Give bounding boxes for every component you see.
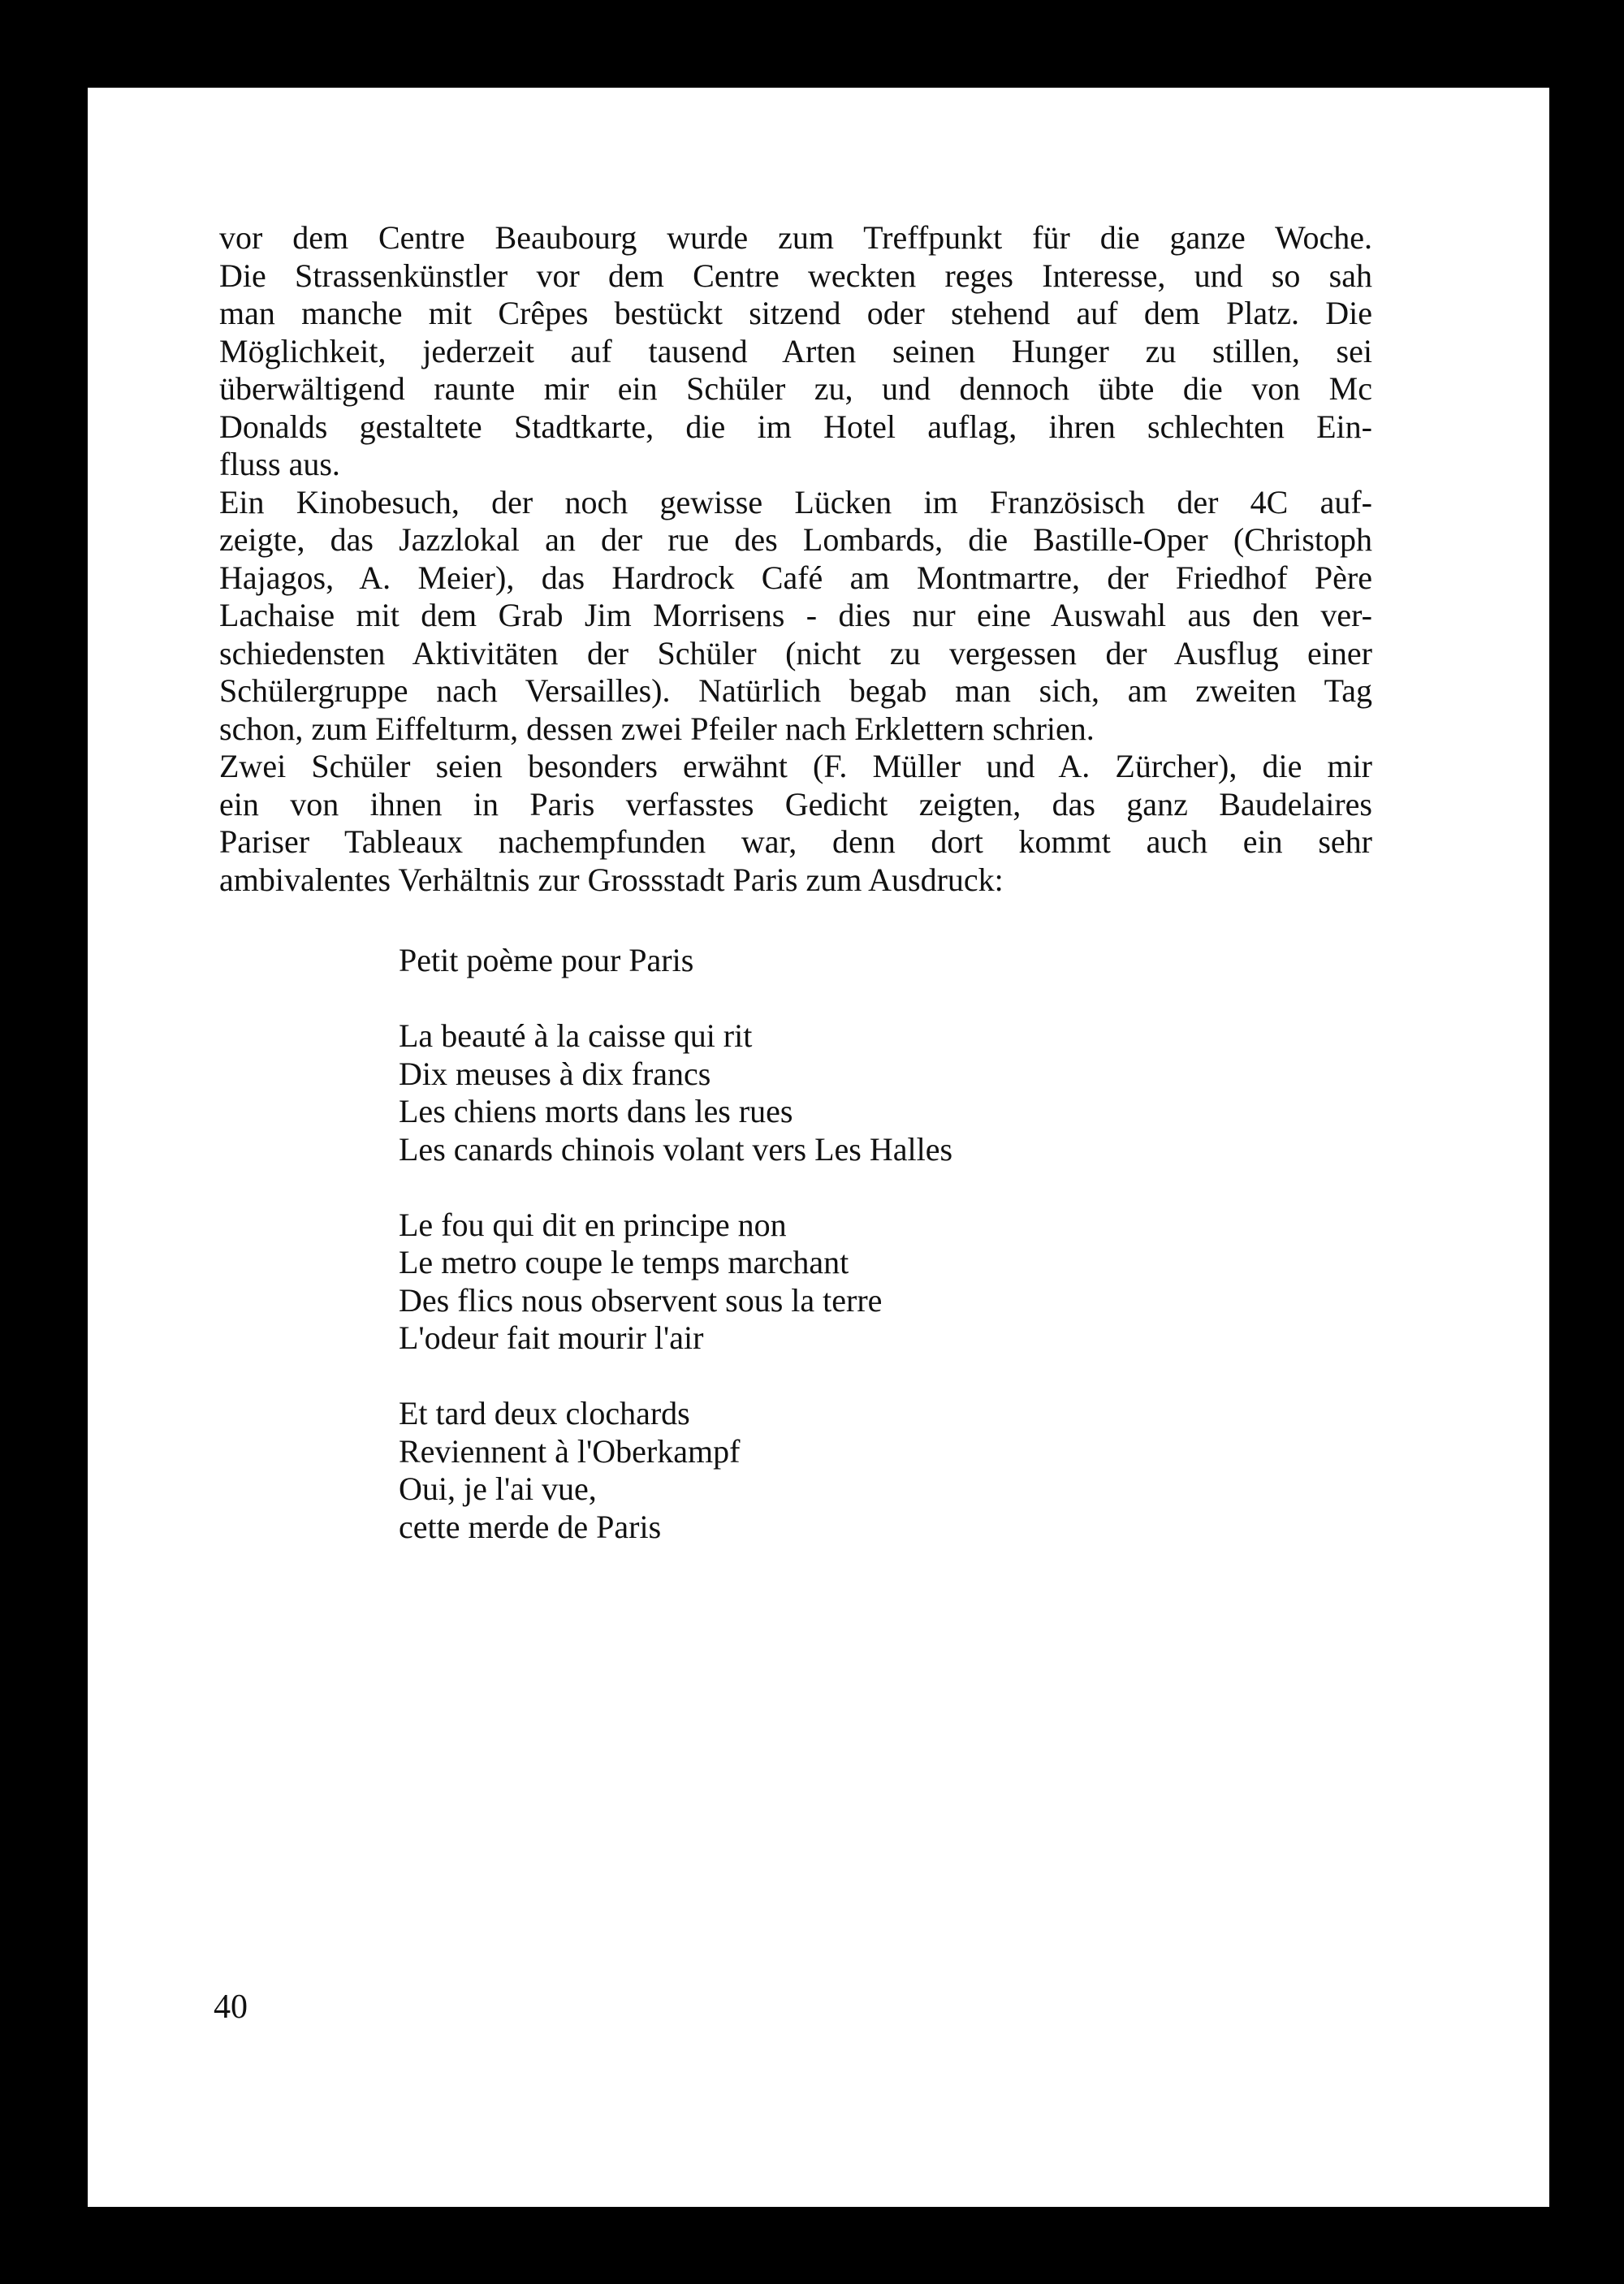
poem-line: L'odeur fait mourir l'air	[399, 1319, 704, 1356]
poem-title: Petit poème pour Paris	[399, 942, 694, 978]
text-line: Schülergruppe nach Versailles). Natürlich begab man sich, am zweiten Tag	[219, 672, 1372, 709]
paragraph	[219, 748, 1372, 899]
text-line: Ein Kinobesuch, der noch gewisse Lücken im Französisch der 4C auf-	[219, 483, 1372, 520]
poem-line: Les chiens morts dans les rues	[399, 1093, 793, 1129]
text-line: fluss aus.	[219, 446, 340, 482]
poem-line: La beauté à la caisse qui rit	[399, 1017, 753, 1054]
text-line: Die Strassenkünstler vor dem Centre weckten reges Interesse, und so sah	[219, 257, 1372, 294]
paragraph	[219, 484, 1372, 749]
poem-line: Et tard deux clochards	[399, 1395, 690, 1431]
poem-line: Dix meuses à dix francs	[399, 1055, 711, 1092]
text-line: schon, zum Eiffelturm, dessen zwei Pfeiler nach Erklettern schrien.	[219, 710, 1095, 747]
text-line: Donalds gestaltete Stadtkarte, die im Hotel auflag, ihren schlechten Ein-	[219, 408, 1372, 445]
poem-line: Le metro coupe le temps marchant	[399, 1244, 849, 1280]
text-line: Hajagos, A. Meier), das Hardrock Café am Montmartre, der Friedhof Père	[219, 559, 1372, 596]
text-line: man manche mit Crêpes bestückt sitzend oder stehend auf dem Platz. Die	[219, 295, 1372, 331]
poem-line: Les canards chinois volant vers Les Halles	[399, 1130, 953, 1168]
text-line: Lachaise mit dem Grab Jim Morrisens - dies nur eine Auswahl aus den ver-	[219, 597, 1372, 633]
text-line: ambivalentes Verhältnis zur Grossstadt Paris zum Ausdruck:	[219, 861, 1004, 898]
page-number: 40	[214, 1988, 248, 2026]
text-line: Zwei Schüler seien besonders erwähnt (F. Müller und A. Zürcher), die mir	[219, 748, 1372, 784]
text-line: Pariser Tableaux nachempfunden war, denn dort kommt auch ein sehr	[219, 823, 1372, 860]
poem-stanza	[399, 1017, 952, 1168]
poem-line: Oui, je l'ai vue,	[399, 1470, 597, 1507]
poem	[399, 942, 952, 1546]
text-line: zeigte, das Jazzlokal an der rue des Lombards, die Bastille-Oper (Christoph	[219, 521, 1372, 558]
paragraph	[219, 219, 1372, 484]
poem-line: cette merde de Paris	[399, 1508, 662, 1545]
text-line: Möglichkeit, jederzeit auf tausend Arten seinen Hunger zu stillen, sei	[219, 332, 1372, 369]
poem-stanza	[399, 1207, 952, 1358]
text-line: vor dem Centre Beaubourg wurde zum Treffpunkt für die ganze Woche.	[219, 219, 1372, 256]
text-line: ein von ihnen in Paris verfasstes Gedicht zeigten, das ganz Baudelaires	[219, 785, 1372, 822]
poem-line: Des flics nous observent sous la terre	[399, 1281, 883, 1319]
body-text	[219, 219, 1372, 899]
poem-line: Le fou qui dit en principe non	[399, 1206, 787, 1243]
text-line: schiedensten Aktivitäten der Schüler (nicht zu vergessen der Ausflug einer	[219, 634, 1372, 671]
poem-line: Reviennent à l'Oberkampf	[399, 1432, 741, 1470]
poem-stanza	[399, 1395, 952, 1546]
text-line: überwältigend raunte mir ein Schüler zu, und dennoch übte die von Mc	[219, 370, 1372, 407]
